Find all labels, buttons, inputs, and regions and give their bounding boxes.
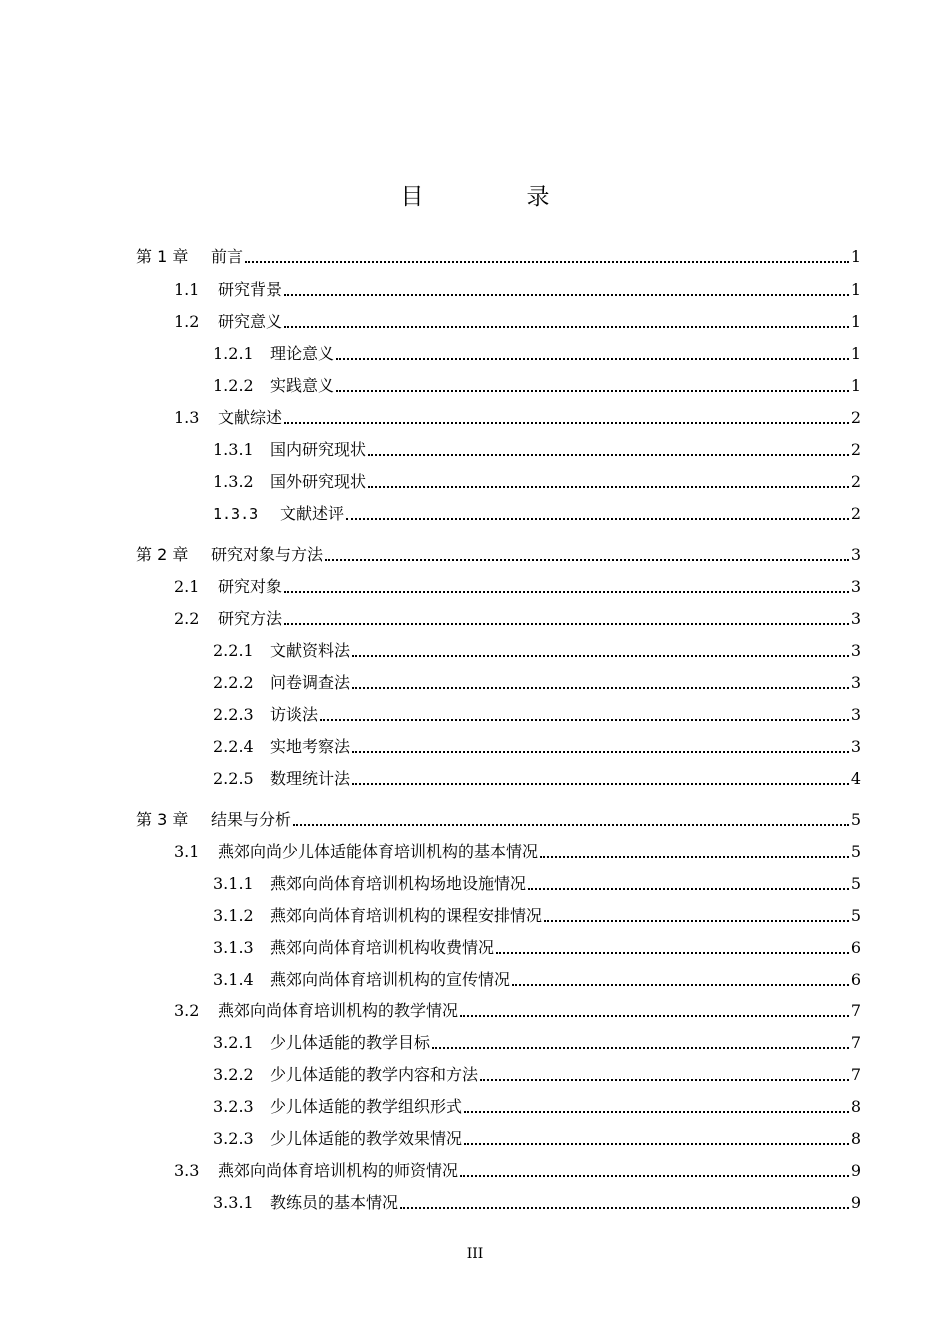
toc-text: 前言 xyxy=(211,247,244,266)
toc-entry-subsection[interactable] xyxy=(213,904,861,928)
toc-text: 访谈法 xyxy=(270,705,319,724)
toc-entry-subsection[interactable] xyxy=(213,1063,861,1087)
toc-number: 1.2 xyxy=(174,312,200,331)
toc-text: 研究背景 xyxy=(218,280,283,299)
toc-text: 少儿体适能的教学内容和方法 xyxy=(270,1065,479,1084)
toc-number: 2.2 xyxy=(174,609,200,628)
toc-text: 研究意义 xyxy=(218,312,283,331)
toc-number: 3.1.1 xyxy=(213,874,254,893)
toc-text: 燕郊向尚体育培训机构的宣传情况 xyxy=(270,970,511,989)
toc-number: 2.2.4 xyxy=(213,737,254,756)
dot-leader xyxy=(293,823,849,826)
toc-page: 3 xyxy=(850,673,861,692)
toc-text: 实践意义 xyxy=(270,376,335,395)
toc-entry-subsection[interactable] xyxy=(213,968,861,992)
toc-text: 少儿体适能的教学目标 xyxy=(270,1033,431,1052)
toc-number: 3.1.4 xyxy=(213,970,254,989)
toc-page: 3 xyxy=(850,545,861,564)
dot-leader xyxy=(464,1110,849,1113)
toc-text: 燕郊向尚体育培训机构的教学情况 xyxy=(218,1001,459,1020)
toc-entry-subsection[interactable] xyxy=(213,1127,861,1151)
toc-number: 2.2.2 xyxy=(213,673,254,692)
dot-leader xyxy=(284,325,849,328)
toc-text: 少儿体适能的教学效果情况 xyxy=(270,1129,463,1148)
toc-entry-subsection[interactable] xyxy=(213,936,861,960)
toc-entry-subsection[interactable] xyxy=(213,1031,861,1055)
toc-entry-section[interactable] xyxy=(174,840,861,864)
toc-entry-subsection[interactable] xyxy=(213,671,861,695)
toc-number: 2.1 xyxy=(174,577,200,596)
toc-page: 1 xyxy=(850,247,861,266)
toc-entry-section[interactable] xyxy=(174,278,861,302)
toc-number: 3.2 xyxy=(174,1001,200,1020)
toc-page: 5 xyxy=(850,810,861,829)
toc-entry-section[interactable] xyxy=(174,310,861,334)
toc-entry-section[interactable] xyxy=(174,999,861,1023)
toc-entry-subsection[interactable] xyxy=(213,470,861,494)
toc-page: 1 xyxy=(850,376,861,395)
toc-text: 燕郊向尚体育培训机构的课程安排情况 xyxy=(270,906,543,925)
dot-leader xyxy=(284,622,849,625)
dot-leader xyxy=(544,919,849,922)
toc-page: 3 xyxy=(850,737,861,756)
toc-text: 研究方法 xyxy=(218,609,283,628)
dot-leader xyxy=(346,517,849,520)
dot-leader xyxy=(460,1014,849,1017)
toc-text: 燕郊向尚体育培训机构场地设施情况 xyxy=(270,874,527,893)
toc-page: 8 xyxy=(850,1097,861,1116)
toc-page: 6 xyxy=(850,970,861,989)
dot-leader xyxy=(352,782,849,785)
toc-page: 2 xyxy=(850,440,861,459)
dot-leader xyxy=(432,1046,849,1049)
toc-number: 第 2 章 xyxy=(136,545,189,564)
toc-entry-chapter[interactable] xyxy=(136,245,861,269)
toc-number: 3.3 xyxy=(174,1161,200,1180)
dot-leader xyxy=(325,558,849,561)
toc-entry-chapter[interactable] xyxy=(136,808,861,832)
toc-number: 2.2.5 xyxy=(213,769,254,788)
toc-entry-subsection[interactable] xyxy=(213,1191,861,1215)
toc-number: 1.3.2 xyxy=(213,472,254,491)
toc-entry-subsection[interactable] xyxy=(213,374,861,398)
toc-entry-subsection[interactable] xyxy=(213,735,861,759)
toc-number: 3.1 xyxy=(174,842,200,861)
toc-text: 文献述评 xyxy=(280,504,345,523)
toc-page: 7 xyxy=(850,1065,861,1084)
dot-leader xyxy=(352,686,849,689)
dot-leader xyxy=(464,1142,849,1145)
toc-number: 3.1.2 xyxy=(213,906,254,925)
toc-page: 2 xyxy=(850,472,861,491)
toc-number: 3.2.3 xyxy=(213,1097,254,1116)
toc-entry-subsection[interactable] xyxy=(213,438,861,462)
toc-page: 5 xyxy=(850,842,861,861)
toc-entry-section[interactable] xyxy=(174,575,861,599)
toc-entry-section[interactable] xyxy=(174,406,861,430)
toc-number: 3.2.2 xyxy=(213,1065,254,1084)
dot-leader xyxy=(245,260,849,263)
toc-text: 实地考察法 xyxy=(270,737,351,756)
toc-number: 第 1 章 xyxy=(136,247,189,266)
toc-entry-section[interactable] xyxy=(174,1159,861,1183)
toc-text: 燕郊向尚少儿体适能体育培训机构的基本情况 xyxy=(218,842,539,861)
dot-leader xyxy=(460,1174,849,1177)
dot-leader xyxy=(368,485,849,488)
toc-entry-subsection[interactable] xyxy=(213,872,861,896)
toc-page: 4 xyxy=(850,769,861,788)
toc-page: 9 xyxy=(850,1161,861,1180)
toc-number: 1.2.1 xyxy=(213,344,254,363)
dot-leader xyxy=(352,654,849,657)
toc-page: 2 xyxy=(850,408,861,427)
toc-text: 研究对象与方法 xyxy=(211,545,324,564)
toc-text: 理论意义 xyxy=(270,344,335,363)
dot-leader xyxy=(368,453,849,456)
toc-entry-section[interactable] xyxy=(174,607,861,631)
toc-number: 3.2.1 xyxy=(213,1033,254,1052)
toc-entry-subsection[interactable] xyxy=(213,502,861,526)
toc-text: 燕郊向尚体育培训机构的师资情况 xyxy=(218,1161,459,1180)
toc-page: 3 xyxy=(850,577,861,596)
toc-page: 1 xyxy=(850,280,861,299)
toc-text: 国内研究现状 xyxy=(270,440,367,459)
toc-page: 3 xyxy=(850,705,861,724)
toc-page: 6 xyxy=(850,938,861,957)
dot-leader xyxy=(336,357,849,360)
dot-leader xyxy=(540,855,849,858)
toc-page: 8 xyxy=(850,1129,861,1148)
toc-number: 1.2.2 xyxy=(213,376,254,395)
toc-text: 数理统计法 xyxy=(270,769,351,788)
dot-leader xyxy=(284,421,849,424)
toc-page: 9 xyxy=(850,1193,861,1212)
toc-text: 问卷调查法 xyxy=(270,673,351,692)
toc-page: 7 xyxy=(850,1001,861,1020)
toc-page: 3 xyxy=(850,641,861,660)
dot-leader xyxy=(336,389,849,392)
toc-number: 第 3 章 xyxy=(136,810,189,829)
dot-leader xyxy=(496,951,849,954)
toc-text: 文献综述 xyxy=(218,408,283,427)
dot-leader xyxy=(512,983,849,986)
toc-entry-subsection[interactable] xyxy=(213,703,861,727)
toc-text: 燕郊向尚体育培训机构收费情况 xyxy=(270,938,495,957)
toc-entry-subsection[interactable] xyxy=(213,1095,861,1119)
toc-text: 研究对象 xyxy=(218,577,283,596)
toc-page: 5 xyxy=(850,906,861,925)
toc-number: 3.3.1 xyxy=(213,1193,254,1212)
toc-entry-chapter[interactable] xyxy=(136,543,861,567)
dot-leader xyxy=(320,718,849,721)
toc-number: 1.1 xyxy=(174,280,200,299)
toc-page: 1 xyxy=(850,312,861,331)
toc-page: 5 xyxy=(850,874,861,893)
dot-leader xyxy=(352,750,849,753)
toc-text: 少儿体适能的教学组织形式 xyxy=(270,1097,463,1116)
toc-number: 3.1.3 xyxy=(213,938,254,957)
page-number-footer: III xyxy=(466,1246,484,1262)
dot-leader xyxy=(480,1078,849,1081)
toc-text: 教练员的基本情况 xyxy=(270,1193,399,1212)
toc-text: 国外研究现状 xyxy=(270,472,367,491)
toc-page: 2 xyxy=(850,504,861,523)
toc-entry-subsection[interactable] xyxy=(213,342,861,366)
toc-entry-subsection[interactable] xyxy=(213,767,861,791)
toc-number: 1.3.1 xyxy=(213,440,254,459)
toc-page: 1 xyxy=(850,344,861,363)
toc-number: 1.3.3 xyxy=(213,505,259,523)
toc-number: 1.3 xyxy=(174,408,200,427)
toc-page: 7 xyxy=(850,1033,861,1052)
toc-text: 结果与分析 xyxy=(211,810,292,829)
dot-leader xyxy=(284,293,849,296)
toc-text: 文献资料法 xyxy=(270,641,351,660)
dot-leader xyxy=(284,590,849,593)
toc-number: 2.2.3 xyxy=(213,705,254,724)
toc-number: 3.2.3 xyxy=(213,1129,254,1148)
dot-leader xyxy=(528,887,849,890)
dot-leader xyxy=(400,1206,849,1209)
toc-number: 2.2.1 xyxy=(213,641,254,660)
toc-page: 3 xyxy=(850,609,861,628)
page-title: 目 录 xyxy=(400,184,590,210)
toc-entry-subsection[interactable] xyxy=(213,639,861,663)
